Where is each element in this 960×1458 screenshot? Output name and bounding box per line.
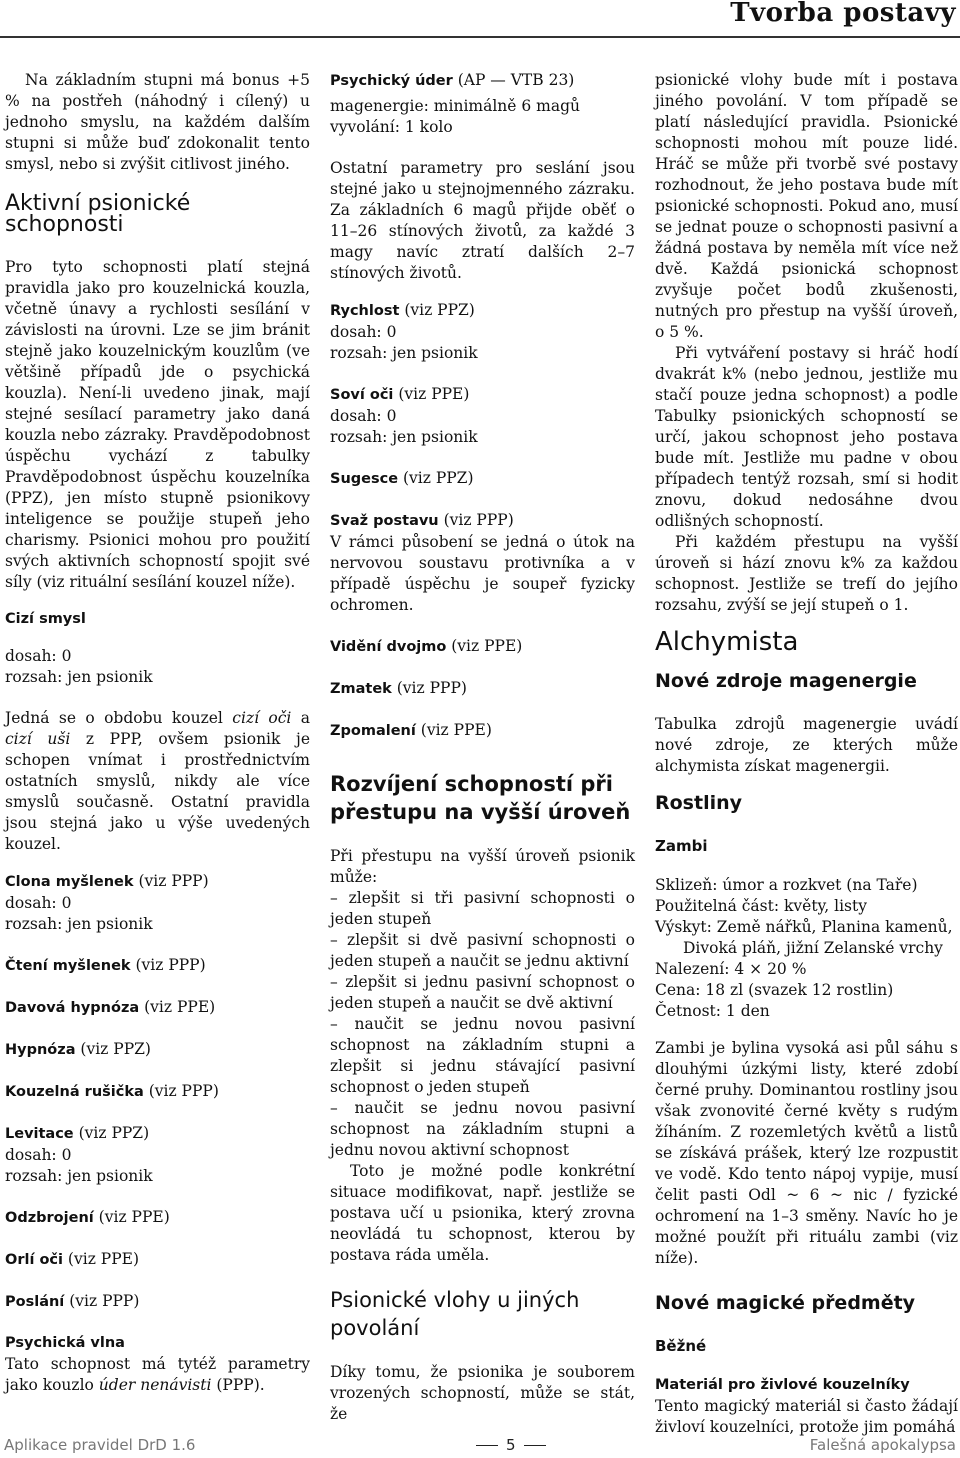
section-heading-active: Aktivní psionické schopnosti: [5, 191, 191, 237]
skill-zmatek: Zmatek (viz PPP): [330, 679, 467, 697]
active-rules-paragraph: Pro tyto schopnosti platí stejná pravidla jako pro kouzelnická kouzla, včetně únavy a rychlosti sesílání v závislosti na úrovni. Lze se jim bránit stejně jako kouzelnickým kouzlům (ve většině případů jde o psychická kouzla). Není-li uvedeno jinak, mají stejné sesílací parametry jako daná kouzla nebo zázraky. Pravděpodobnost úspěchu vychází z tabulky Pravděpodobnost úspěchu kouzelníka (PPZ), jen místo stupně psionikovy inteligence se použije stupeň jeho charismy. Psionici mohou pro použití svých aktivních schopností spojit své síly (viz rituální sesílání kouzel níže).: [5, 258, 310, 591]
subheading-predmety: Nové magické předměty: [655, 1292, 916, 1314]
page-title: Tvorba postavy: [730, 0, 956, 28]
vlohy-levelup: Při každém přestupu na vyšší úroveň si hází znovu k% za každou schopnost. Jestliže se trefí do jejího rozsahu, zvýší se její stupeň o 1.: [655, 533, 958, 614]
list-item: – naučit se jednu novou pasivní schopnost na základním stupni a jednu novou aktivní schopnost: [330, 1099, 635, 1159]
page-number: 5: [468, 1436, 554, 1454]
skill-orli-oci: Orlí oči (viz PPE): [5, 1250, 140, 1268]
skill-psychicka-vlna: Psychická vlna Tato schopnost má tytéž parametry jako kouzlo úder nenávisti (PPP).: [5, 1335, 310, 1394]
skill-odzbrojeni: Odzbrojení (viz PPE): [5, 1208, 170, 1226]
vlohy-continued: psionické vlohy bude mít i postava jiného povolání. V tom případě se platí následující pravidla. Psionické schopnosti mohou mít pouze lidé. Hráč se může při tvorbě své postavy rozhodnout, že jeho postava bude mít psionické schopnosti. Pokud ano, musí se jednat pouze o schopnosti pasivní a žádná postava by neměla mít více než dvě. Každá psionická schopnost zvyšuje počet bodů zkušenosti, nutných pro přestup na vyšší úroveň, o 5 %.: [655, 71, 958, 341]
skill-psychicky-uder: Psychický úder (AP — VTB 23) magenergie: minimálně 6 magů vyvolání: 1 kolo: [330, 71, 581, 136]
page-header: [0, 0, 960, 38]
plant-stats: Sklizeň: úmor a rozkvet (na Taře) Použitelná část: květy, listy Výskyt: Země nářků, Planina kamenů, Divoká pláň, jižní Zelanské vrchy Nalezení: 4 × 20 % Cena: 18 zl (svazek 12 rostlin) Četnost: 1 den: [655, 876, 953, 1020]
page-footer: [0, 1428, 960, 1458]
footer-right: Falešná apokalypsa: [809, 1436, 956, 1454]
skill-davova-hypnoza: Davová hypnóza (viz PPE): [5, 998, 216, 1016]
zdroje-paragraph: Tabulka zdrojů magenergie uvádí nové zdroje, ze kterých může alchymista získat magenergii.: [655, 715, 958, 775]
plant-description: Zambi je bylina vysoká asi půl sáhu s dlouhými úzkými listy, které zdobí černé pruhy. Dominantou rostliny jsou však zvonovité černé květy s rudým žíháním. Z rozemletých květů a listů se získává prášek, který lze rozpustit ve vodě. Kdo tento nápoj vypije, musí čelit pasti Odl ~ 6 ~ nic / fyzické ochromení na 1–3 směny. Navíc ho je možné použít při rituálu zambi (viz níže).: [655, 1039, 958, 1267]
vlohy-creation: Při vytváření postavy si hráč hodí dvakrát k% (nebo jednou, jestliže mu stačí pouze jedna schopnost) a podle Tabulky psionických schopností se určí, jakou schopnost jeho postava bude mít. Jestliže mu padne v obou případech tentýž rozsah, smí si hodit znovu, dokud nedosáhne dvou odlišných schopností.: [655, 344, 958, 530]
skill-name: Cizí smysl: [5, 611, 86, 627]
skill-hypnoza: Hypnóza (viz PPZ): [5, 1040, 151, 1058]
section-heading-vlohy: Psionické vlohy u jiných povolání: [330, 1288, 580, 1340]
list-item: – zlepšit si jednu pasivní schopnost o jeden stupeň a naučit se dvě aktivní: [330, 973, 635, 1012]
skill-description: Jedná se o obdobu kouzel cizí oči a cizí uši z PPP, ovšem psionik je schopen vnímat i prostřednictvím ostatních smyslů, nikdy ale více smyslů současně. Ostatní pravidla jsou stejná jako u výše uvedených kouzel.: [5, 709, 310, 853]
skill-kouzelna-rusicka: Kouzelná rušička (viz PPP): [5, 1082, 219, 1100]
subheading-rostliny: Rostliny: [655, 792, 743, 814]
column-1: [5, 70, 310, 1416]
rozvijeni-intro: Při přestupu na vyšší úroveň psionik může:: [330, 847, 635, 886]
vlohy-paragraph: Díky tomu, že psionika je souborem vrozených schopností, může se stát, že: [330, 1363, 635, 1423]
psychicky-uder-description: Ostatní parametry pro seslání jsou stejné jako u stejnojmenného zázraku. Za základních 6 magů přijde oběť o 11–26 stínových životů, za každé 3 magy navíc ztratí dalších 2–7 stínových životů.: [330, 159, 635, 282]
list-item: – naučit se jednu novou pasivní schopnost na základním stupni a zlepšit si jednu stávající pasivní schopnost o jeden stupeň: [330, 1015, 635, 1096]
skill-videni-dvojmo: Vidění dvojmo (viz PPE): [330, 637, 523, 655]
section-heading-alchymista: Alchymista: [655, 627, 799, 657]
skill-poslani: Poslání (viz PPP): [5, 1292, 140, 1310]
skill-rychlost: Rychlost (viz PPZ) dosah: 0 rozsah: jen psionik: [330, 301, 478, 362]
list-item: – zlepšit si dvě pasivní schopnosti o jeden stupeň a naučit se jednu aktivní: [330, 931, 635, 970]
list-item: – zlepšit si tři pasivní schopnosti o jeden stupeň: [330, 889, 635, 928]
skill-scope: rozsah: jen psionik: [5, 668, 153, 686]
section-heading-rozvijeni: Rozvíjení schopností při přestupu na vyšší úroveň: [330, 772, 631, 824]
skill-levitace: Levitace (viz PPZ) dosah: 0 rozsah: jen psionik: [5, 1124, 153, 1185]
rozvijeni-note: Toto je možné podle konkrétní situace modifikovat, např. jestliže se postava učí u psionika, který zrovna neovládá tu schopnost, kterou by postava ráda uměla.: [330, 1162, 635, 1264]
skill-zpomaleni: Zpomalení (viz PPE): [330, 721, 492, 739]
skill-cteni: Čtení myšlenek (viz PPP): [5, 956, 206, 974]
skill-cizi-smysl: [5, 609, 310, 688]
item-material: Materiál pro živlové kouzelníky Tento magický materiál si často žádají živloví kouzelníci, protože jim pomáhá: [655, 1377, 958, 1436]
skill-sugesce: Sugesce (viz PPZ): [330, 469, 474, 487]
subheading-zdroje: Nové zdroje magenergie: [655, 670, 917, 692]
skill-svaz-postavu: Svaž postavu (viz PPP) V rámci působení se jedná o útok na nervovou soustavu protivníka a v případě úspěchu je soupeř fyzicky ochromen.: [330, 511, 635, 614]
skill-range: dosah: 0: [5, 647, 72, 665]
skill-clona: Clona myšlenek (viz PPP) dosah: 0 rozsah: jen psionik: [5, 872, 209, 933]
intro-paragraph: Na základním stupni má bonus +5 % na postřeh (náhodný i cílený) u jednoho smyslu, na každém dalším stupni si může buď zdokonalit tento smysl, nebo si zvýšit citlivost jiného.: [5, 71, 310, 173]
skill-sovi-oci: Soví oči (viz PPE) dosah: 0 rozsah: jen psionik: [330, 385, 478, 446]
rozvijeni-list: [330, 888, 635, 1161]
subheading-bezne: Běžné: [655, 1337, 707, 1355]
footer-left: Aplikace pravidel DrD 1.6: [4, 1436, 196, 1454]
plant-title: Zambi: [655, 837, 708, 855]
column-2: [330, 70, 635, 1441]
column-3: [655, 70, 958, 1438]
